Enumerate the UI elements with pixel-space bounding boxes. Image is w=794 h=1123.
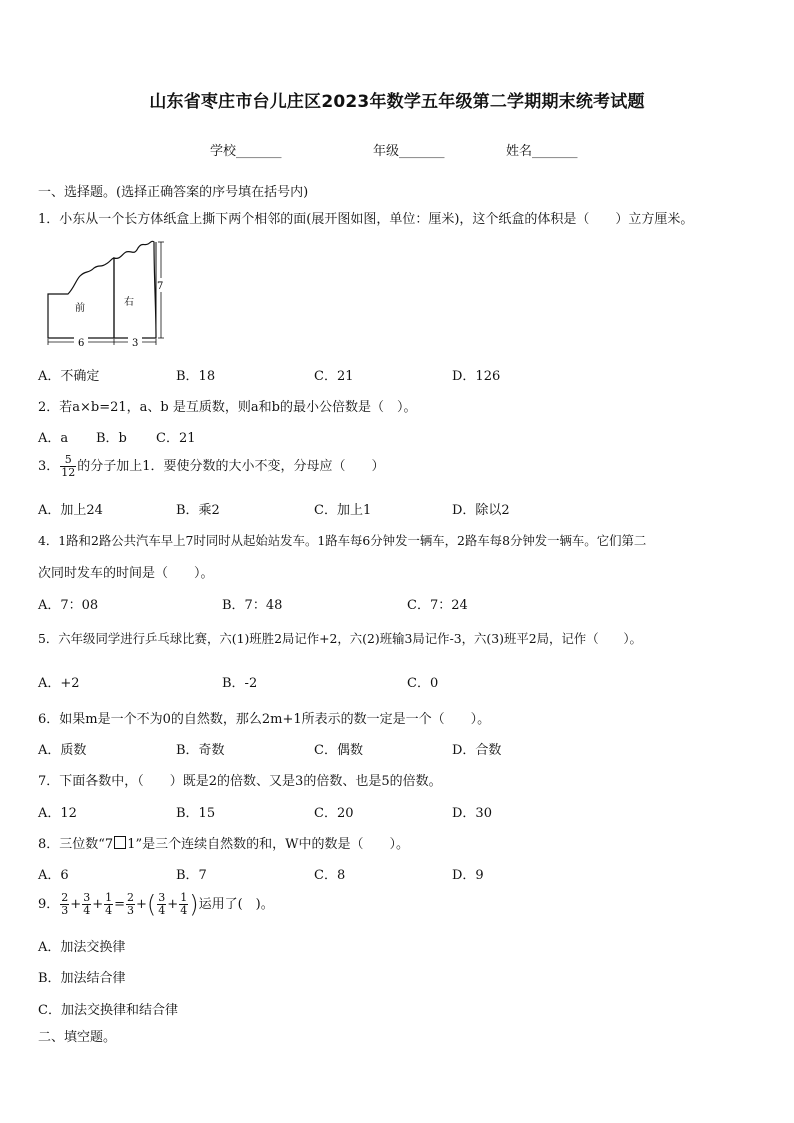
q9-frac-3 [104, 892, 113, 917]
q9-frac-4 [126, 892, 135, 917]
q2-option-a: A．a [38, 431, 69, 446]
q9-frac-5-den: 4 [158, 904, 166, 917]
q9-frac-1-num: 2 [61, 891, 69, 904]
q9-frac-6 [179, 892, 188, 917]
q3-option-b: B．乘2 [176, 503, 220, 518]
equals-sign: = [114, 897, 125, 912]
blank-box [114, 836, 126, 849]
question-1-figure [40, 238, 165, 350]
q9-frac-3-den: 4 [105, 904, 113, 917]
plus-sign: + [92, 897, 104, 912]
plus-sign: + [167, 897, 179, 912]
question-8 [38, 833, 409, 852]
q6-option-c: C．偶数 [314, 743, 363, 758]
plus-sign: + [70, 897, 82, 912]
figure-height-7: 7 [157, 281, 164, 292]
q9-frac-5-num: 3 [158, 891, 166, 904]
q8-option-c: C．8 [314, 868, 346, 883]
q7-option-a: A．12 [38, 806, 77, 821]
q1-option-d: D．126 [452, 369, 501, 384]
question-4-line-1: 4．1路和2路公共汽车早上7时同时从起始站发车。1路车每6分钟发一辆车，2路车每8分钟发一辆车。它们第二 [38, 533, 647, 548]
figure-width-6: 6 [78, 338, 85, 349]
question-3 [38, 454, 385, 479]
q3-numerator: 5 [60, 454, 76, 467]
q9-option-c: C．加法交换律和结合律 [38, 1003, 178, 1018]
q4-option-a: A．7：08 [38, 598, 99, 613]
q4-option-b: B．7：48 [222, 598, 283, 613]
q9-frac-5 [157, 892, 166, 917]
q9-frac-6-den: 4 [180, 904, 188, 917]
figure-width-3: 3 [132, 338, 139, 349]
q9-frac-1 [60, 892, 69, 917]
q9-number: 9． [38, 897, 60, 912]
q7-option-d: D．30 [452, 806, 492, 821]
plus-sign: + [136, 897, 147, 912]
page-title: 山东省枣庄市台儿庄区2023年数学五年级第二学期期末统考试题 [149, 92, 645, 112]
q8-option-a: A．6 [38, 868, 69, 883]
q9-frac-3-num: 1 [105, 891, 113, 904]
q3-option-d: D．除以2 [452, 503, 510, 518]
q5-option-c: C．0 [407, 676, 439, 691]
question-4-line-2: 次同时发车的时间是（ ）。 [38, 566, 214, 581]
q3-fraction [60, 454, 76, 479]
q9-frac-1-den: 3 [61, 904, 69, 917]
q9-frac-4-num: 2 [127, 891, 134, 904]
q6-option-a: A．质数 [38, 743, 87, 758]
q1-option-c: C．21 [314, 369, 354, 384]
q1-option-a: A．不确定 [38, 369, 100, 384]
q8-text-post: 1”是三个连续自然数的和，W中的数是（ ）。 [127, 837, 409, 852]
q9-frac-2-den: 4 [83, 904, 91, 917]
q5-option-a: A．+2 [38, 676, 80, 691]
question-1-text: 1．小东从一个长方体纸盒上撕下两个相邻的面(展开图如图，单位：厘米)，这个纸盒的体积是（ ）立方厘米。 [38, 212, 694, 227]
question-7-text: 7．下面各数中，（ ）既是2的倍数、又是3的倍数、也是5的倍数。 [38, 774, 442, 789]
grade-field: 年级_______ [373, 144, 445, 159]
q6-option-d: D．合数 [452, 743, 502, 758]
question-9 [38, 892, 274, 917]
q7-option-c: C．20 [314, 806, 354, 821]
q1-option-b: B．18 [176, 369, 216, 384]
question-6-text: 6．如果m是一个不为0的自然数，那么2m+1所表示的数一定是一个（ ）。 [38, 712, 491, 727]
question-2-text: 2．若a×b=21，a、b 是互质数，则a和b的最小公倍数是（ ）。 [38, 400, 417, 415]
q3-text: 的分子加上1．要使分数的大小不变，分母应（ ） [77, 459, 385, 474]
q3-option-c: C．加上1 [314, 503, 372, 518]
q4-option-c: C．7：24 [407, 598, 468, 613]
q2-option-c: C．21 [156, 431, 196, 446]
q8-option-d: D．9 [452, 868, 484, 883]
left-paren: ( [146, 890, 157, 919]
question-5-text: 5．六年级同学进行乒乓球比赛，六(1)班胜2局记作+2，六(2)班输3局记作-3，六(3)班平2局，记作（ ）。 [38, 631, 642, 646]
name-field: 姓名_______ [506, 144, 578, 159]
q2-option-b: B．b [96, 431, 127, 446]
q8-option-b: B．7 [176, 868, 207, 883]
right-paren: ) [189, 890, 199, 919]
figure-label-front: 前 [75, 303, 85, 314]
q3-option-a: A．加上24 [38, 503, 103, 518]
figure-label-right: 右 [124, 297, 134, 308]
q9-option-b: B．加法结合律 [38, 971, 126, 986]
q9-frac-2-num: 3 [83, 891, 91, 904]
school-field: 学校_______ [210, 144, 282, 159]
q8-text-pre: 8．三位数“7 [38, 837, 114, 852]
q5-option-b: B．-2 [222, 676, 258, 691]
q3-number: 3． [38, 459, 60, 474]
q9-text: 运用了( )。 [198, 897, 274, 912]
q9-frac-2 [82, 892, 91, 917]
q7-option-b: B．15 [176, 806, 216, 821]
section-2-heading: 二、填空题。 [38, 1030, 117, 1045]
q9-frac-4-den: 3 [127, 904, 134, 917]
section-1-heading: 一、选择题。(选择正确答案的序号填在括号内) [38, 185, 309, 200]
q9-option-a: A．加法交换律 [38, 940, 126, 955]
q9-frac-6-num: 1 [180, 891, 188, 904]
q6-option-b: B．奇数 [176, 743, 225, 758]
q3-denominator: 12 [61, 466, 76, 479]
